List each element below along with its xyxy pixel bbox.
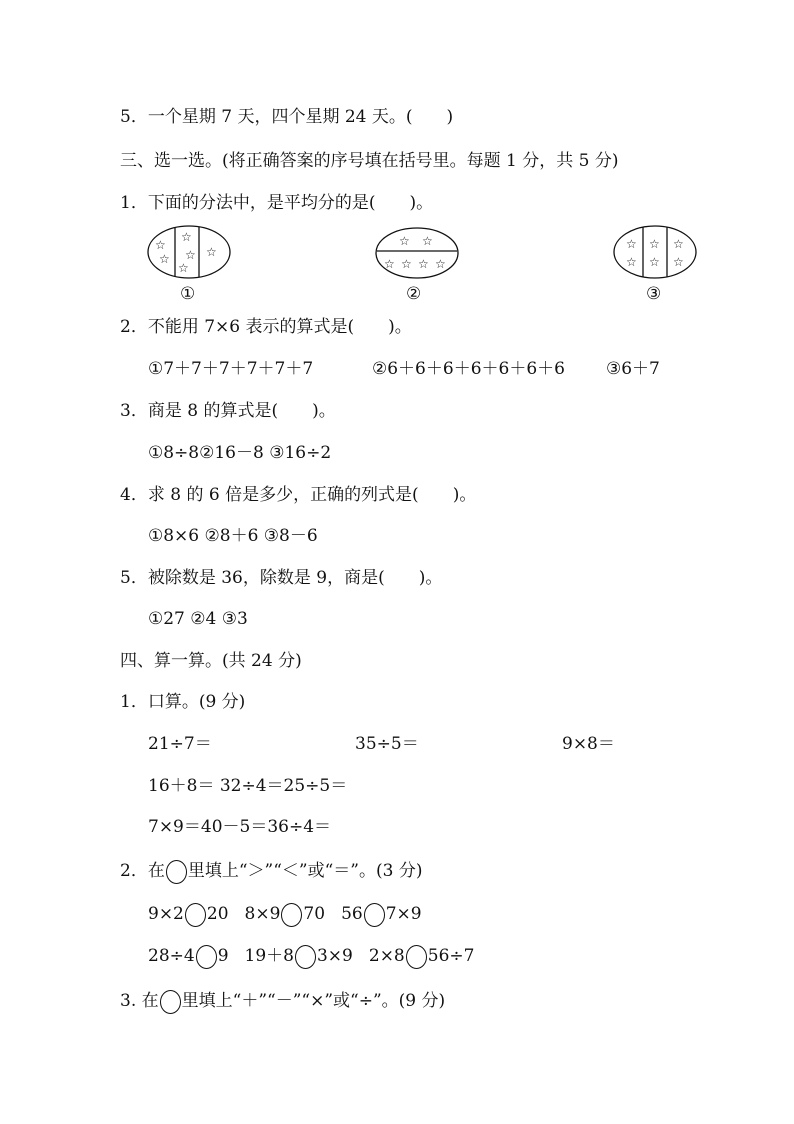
s3-q2-opt1: ①7＋7＋7＋7＋7＋7 (148, 359, 314, 379)
s3-q3-options: ①8÷8②16－8 ③16÷2 (148, 443, 332, 463)
star-icon: ☆ (185, 248, 196, 262)
star-icon: ☆ (384, 257, 395, 271)
section4-title: 四、算一算。(共 24 分) (120, 651, 302, 671)
star-icon: ☆ (418, 257, 429, 271)
star-icon: ☆ (673, 237, 684, 251)
answer-circle-input[interactable] (295, 945, 316, 969)
compare-right: 20 (206, 904, 229, 924)
answer-circle-input[interactable] (364, 903, 385, 927)
answer-circle-input[interactable] (196, 945, 217, 969)
oral-calc-row3: 7×9＝40－5＝36÷4＝ (148, 817, 332, 837)
answer-circle-input[interactable] (185, 903, 206, 927)
blank-circle-icon (166, 860, 187, 884)
s3-q2-stem: 2．不能用 7×6 表示的算式是( )。 (120, 317, 412, 337)
s4-q2-post: 里填上“＞”“＜”或“＝”。(3 分) (187, 861, 423, 881)
star-icon: ☆ (626, 255, 637, 269)
compare-right: 3×9 (316, 946, 353, 966)
star-icon: ☆ (673, 255, 684, 269)
answer-circle-input[interactable] (281, 903, 302, 927)
star-icon: ☆ (178, 261, 189, 275)
figure-2-oval (374, 226, 460, 280)
oral-calc-3: 9×8＝ (562, 734, 615, 754)
s3-q3-stem: 3．商是 8 的算式是( )。 (120, 401, 336, 421)
star-icon: ☆ (649, 255, 660, 269)
s4-q3-stem (120, 990, 445, 1014)
compare-left: 28÷4 (148, 946, 195, 966)
s3-q5-options: ①27 ②4 ③3 (148, 609, 248, 629)
compare-left: 2×8 (368, 946, 405, 966)
blank-circle-icon (160, 990, 181, 1014)
figure-3-oval (612, 224, 698, 280)
figure-1-label: ① (180, 284, 196, 304)
star-icon: ☆ (649, 237, 660, 251)
compare-right: 56÷7 (427, 946, 475, 966)
part2-item5: 5．一个星期 7 天，四个星期 24 天。( ) (120, 107, 454, 127)
compare-right: 7×9 (385, 904, 422, 924)
s3-q4-options: ①8×6 ②8＋6 ③8－6 (148, 526, 318, 546)
compare-left: 19＋8 (244, 946, 294, 966)
oral-calc-1: 21÷7＝ (148, 734, 212, 754)
compare-row-1 (148, 903, 422, 927)
star-icon: ☆ (401, 257, 412, 271)
star-icon: ☆ (399, 234, 410, 248)
compare-row-2 (148, 945, 474, 969)
star-icon: ☆ (159, 252, 170, 266)
s3-q4-stem: 4．求 8 的 6 倍是多少，正确的列式是( )。 (120, 485, 477, 505)
compare-left: 56 (341, 904, 363, 924)
compare-left: 9×2 (148, 904, 184, 924)
s3-q1-stem: 1．下面的分法中，是平均分的是( )。 (120, 193, 434, 213)
star-icon: ☆ (155, 238, 166, 252)
s4-q2-stem (120, 860, 422, 884)
star-icon: ☆ (181, 230, 192, 244)
compare-left: 8×9 (244, 904, 281, 924)
figure-2-label: ② (406, 284, 422, 304)
star-icon: ☆ (422, 234, 433, 248)
answer-circle-input[interactable] (406, 945, 427, 969)
star-icon: ☆ (435, 257, 446, 271)
figure-3-label: ③ (646, 284, 662, 304)
compare-right: 70 (303, 904, 326, 924)
s4-q2-pre: 2．在 (120, 861, 165, 881)
figure-1-oval (146, 224, 232, 280)
s3-q2-opt2: ②6＋6＋6＋6＋6＋6＋6 (372, 359, 565, 379)
s4-q3-pre: 3. 在 (120, 991, 159, 1011)
star-icon: ☆ (626, 237, 637, 251)
star-icon: ☆ (206, 245, 217, 259)
s3-q5-stem: 5．被除数是 36，除数是 9，商是( )。 (120, 568, 443, 588)
s4-q3-post: 里填上“＋”“－”“×”或“÷”。(9 分) (181, 991, 446, 1011)
s4-q1-stem: 1．口算。(9 分) (120, 692, 246, 712)
section3-title: 三、选一选。(将正确答案的序号填在括号里。每题 1 分，共 5 分) (120, 151, 619, 171)
oral-calc-row2: 16＋8＝ 32÷4＝25÷5＝ (148, 776, 348, 796)
s3-q2-opt3: ③6＋7 (606, 359, 660, 379)
oral-calc-2: 35÷5＝ (355, 734, 419, 754)
compare-right: 9 (217, 946, 229, 966)
